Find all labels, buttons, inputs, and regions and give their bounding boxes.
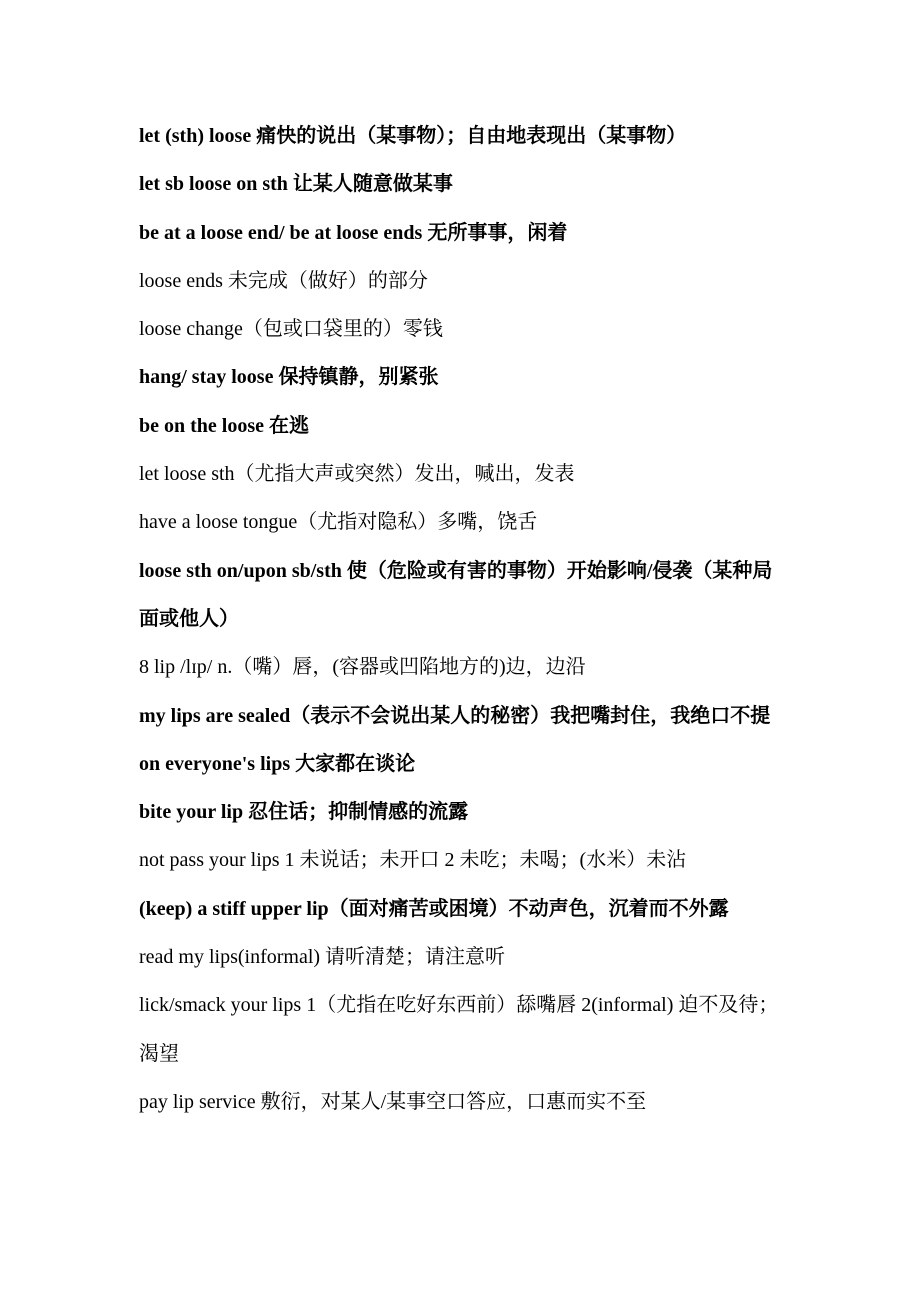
phrase-entry: read my lips(informal) 请听清楚；请注意听 xyxy=(139,946,506,969)
phrase-entry: let loose sth（尤指大声或突然）发出，喊出，发表 xyxy=(139,463,575,486)
phrase-entry: not pass your lips 1 未说话；未开口 2 未吃；未喝；(水米）未沾 xyxy=(139,849,687,872)
phrase-entry: be on the loose 在逃 xyxy=(139,414,309,437)
phrase-entry: (keep) a stiff upper lip（面对痛苦或困境）不动声色，沉着而不外露 xyxy=(139,897,729,920)
phrase-entry: be at a loose end/ be at loose ends 无所事事，闲着 xyxy=(139,221,568,244)
phrase-entry: on everyone's lips 大家都在谈论 xyxy=(139,752,416,775)
phrase-entry: pay lip service 敷衍，对某人/某事空口答应，口惠而实不至 xyxy=(139,1090,647,1113)
headword-entry-lip: 8 lip /lɪp/ n.（嘴）唇，(容器或凹陷地方的)边，边沿 xyxy=(139,656,586,679)
phrase-entry: have a loose tongue（尤指对隐私）多嘴，饶舌 xyxy=(139,511,538,534)
phrase-entry: bite your lip 忍住话；抑制情感的流露 xyxy=(139,801,469,824)
phrase-entry: let sb loose on sth 让某人随意做某事 xyxy=(139,173,453,196)
phrase-entry: my lips are sealed（表示不会说出某人的秘密）我把嘴封住，我绝口不提 xyxy=(139,704,771,727)
phrase-entry: loose ends 未完成（做好）的部分 xyxy=(139,269,428,292)
phrase-entry: loose change（包或口袋里的）零钱 xyxy=(139,318,443,341)
phrase-entry: loose sth on/upon sb/sth 使（危险或有害的事物）开始影响/侵袭（某种局面或他人） xyxy=(139,559,773,630)
phrase-entry: hang/ stay loose 保持镇静，别紧张 xyxy=(139,366,439,389)
phrase-entry: let (sth) loose 痛快的说出（某事物）；自由地表现出（某事物） xyxy=(139,125,687,147)
phrase-list xyxy=(139,112,789,1126)
phrase-entry: lick/smack your lips 1（尤指在吃好东西前）舔嘴唇 2(informal) 迫不及待；渴望 xyxy=(139,994,779,1065)
